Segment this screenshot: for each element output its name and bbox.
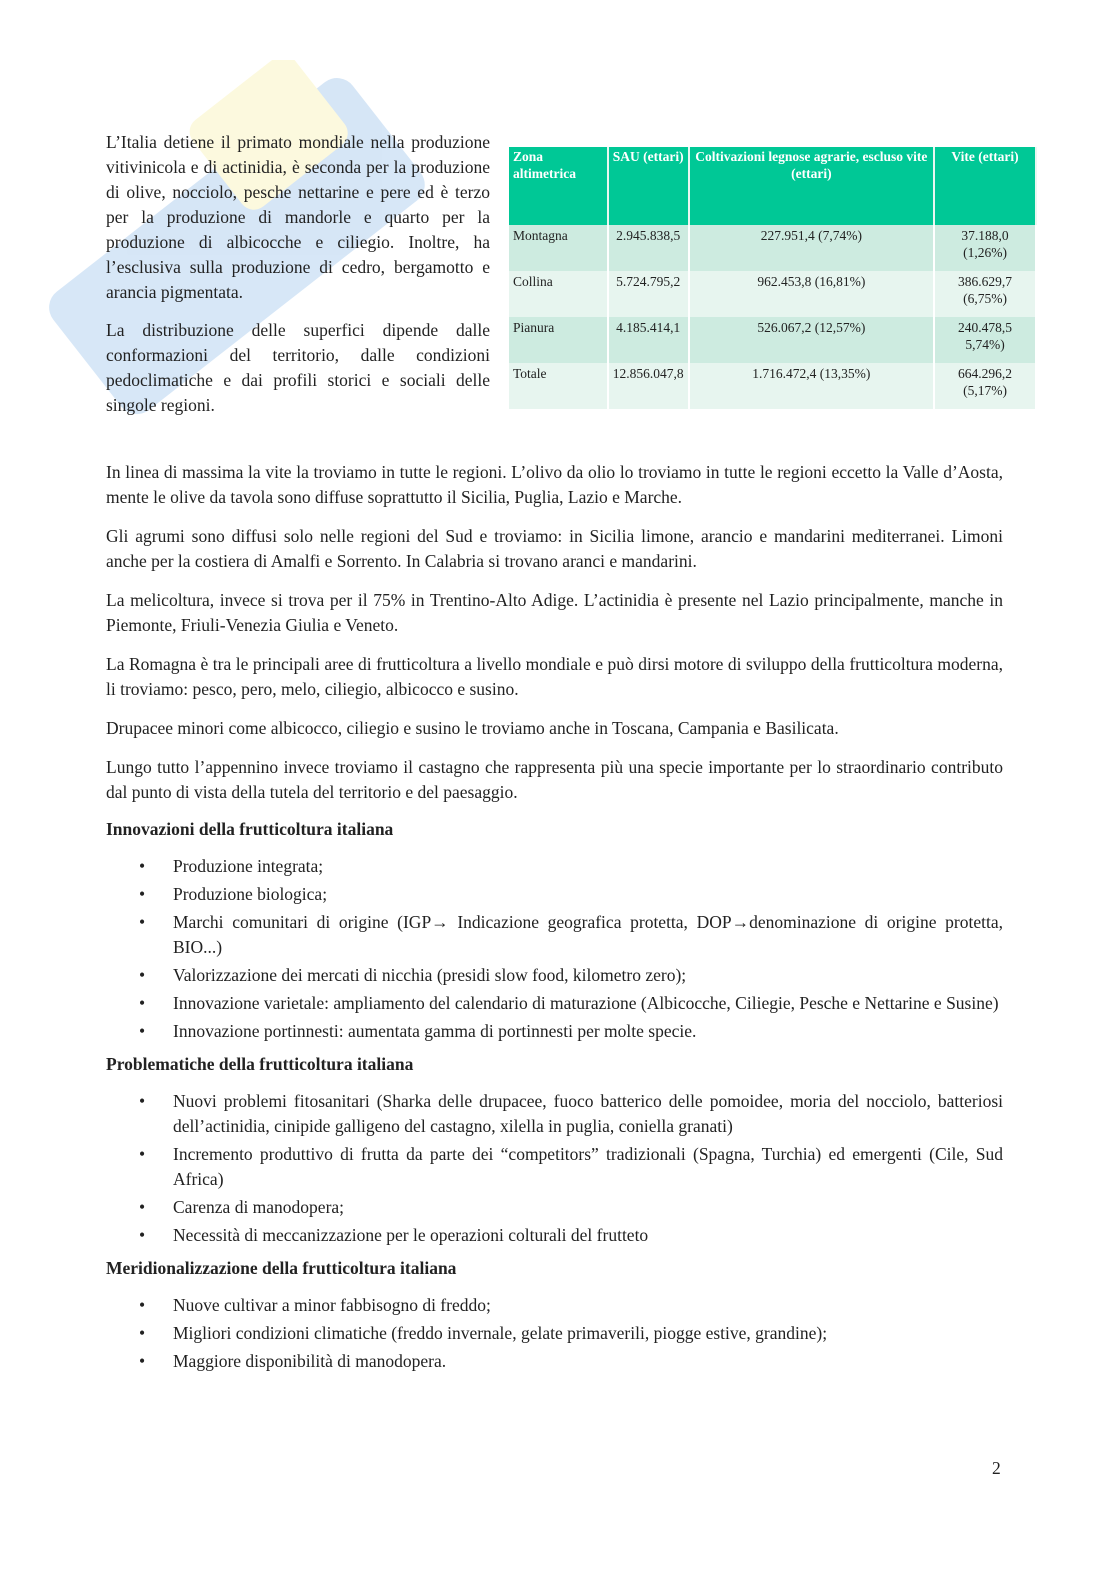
header-zona: Zona altimetrica: [509, 147, 608, 225]
table-cell: 37.188,0 (1,26%): [934, 225, 1036, 271]
paragraph: Lungo tutto l’appennino invece troviamo il castagno che rappresenta più una specie importante per lo straordinario contributo dal punto di vista della tutela del territorio e del paesaggio.: [106, 757, 1003, 802]
intro-paragraph: L’Italia detiene il primato mondiale nella produzione vitivinicola e di actinidia, è seconda per la produzione di olive, nocciolo, pesche nettarine e pere ed è terzo per la produzione di mandorle e quarto per la produzione di albicocche e ciliegio. Inoltre, ha l’esclusiva sulla produzione di cedro, bergamotto e arancia pigmentata.: [106, 132, 490, 302]
page-number: 2: [992, 1458, 1001, 1478]
paragraph: Gli agrumi sono diffusi solo nelle regioni del Sud e troviamo: in Sicilia limone, arancio e mandarini mediterranei. Limoni anche per la costiera di Amalfi e Sorrento. In Calabria si trovano aranci e mandarini.: [106, 526, 1003, 571]
list-item: • Produzione biologica;: [173, 882, 1003, 907]
paragraph: Drupacee minori come albicocco, ciliegio e susino le troviamo anche in Toscana, Campania e Basilicata.: [106, 718, 839, 738]
table-cell: 1.716.472,4 (13,35%): [689, 363, 934, 409]
intro-paragraph: La distribuzione delle superfici dipende dalle conformazioni del territorio, dalle condizioni pedoclimatiche e dai profili storici e sociali delle singole regioni.: [106, 320, 490, 415]
bullet-list: [106, 1293, 1003, 1374]
table-row: [509, 225, 1036, 271]
table-row: [509, 271, 1036, 317]
list-item: • Produzione integrata;: [173, 854, 1003, 879]
list-item: • Nuovi problemi fitosanitari (Sharka delle drupacee, fuoco batterico delle pomoidee, moria del nocciolo, batteriosi dell’actinidia, cinipide galligeno del castagno, xilella in puglia, coniella granati): [173, 1089, 1003, 1139]
list-item: • Marchi comunitari di origine (IGP→ Indicazione geografica protetta, DOP→denominazione di origine protetta, BIO...): [173, 910, 1003, 960]
list-item: • Necessità di meccanizzazione per le operazioni colturali del frutteto: [173, 1223, 1003, 1248]
header-legnose: Coltivazioni legnose agrarie, escluso vite (ettari): [689, 147, 934, 225]
header-vite: Vite (ettari): [934, 147, 1036, 225]
table-cell: 386.629,7 (6,75%): [934, 271, 1036, 317]
bullet-list: [106, 1089, 1003, 1248]
list-item: • Innovazione varietale: ampliamento del calendario di maturazione (Albicocche, Ciliegie, Pesche e Nettarine e Susine): [173, 991, 1003, 1016]
paragraph: In linea di massima la vite la troviamo in tutte le regioni. L’olivo da olio lo troviamo in tutte le regioni eccetto la Valle d’Aosta, mente le olive da tavola sono diffuse soprattutto il Sicilia, Puglia, Lazio e Marche.: [106, 462, 1003, 507]
paragraph: La melicoltura, invece si trova per il 75% in Trentino-Alto Adige. L’actinidia è presente nel Lazio principalmente, manche in Piemonte, Friuli-Venezia Giulia e Veneto.: [106, 590, 1003, 635]
header-sau: SAU (ettari): [608, 147, 689, 225]
table-cell: 664.296,2 (5,17%): [934, 363, 1036, 409]
list-item: • Valorizzazione dei mercati di nicchia (presidi slow food, kilometro zero);: [173, 963, 1003, 988]
paragraph: La Romagna è tra le principali aree di frutticoltura a livello mondiale e può dirsi motore di sviluppo della frutticoltura moderna, li troviamo: pesco, pero, melo, ciliegio, albicocco e susino.: [106, 654, 1003, 699]
table-cell: Totale: [509, 363, 608, 409]
section-heading: Meridionalizzazione della frutticoltura italiana: [106, 1258, 457, 1278]
table-row: [509, 363, 1036, 409]
table-cell: 4.185.414,1: [608, 317, 689, 363]
list-item: • Carenza di manodopera;: [173, 1195, 1003, 1220]
table-cell: 5.724.795,2: [608, 271, 689, 317]
altimetric-zone-table: [509, 147, 1037, 409]
intro-text: [106, 130, 490, 431]
table-cell: Pianura: [509, 317, 608, 363]
list-item: • Migliori condizioni climatiche (freddo invernale, gelate primaverili, piogge estive, grandine);: [173, 1321, 1003, 1346]
section-heading: Problematiche della frutticoltura italiana: [106, 1054, 414, 1074]
table-cell: 227.951,4 (7,74%): [689, 225, 934, 271]
bullet-list: [106, 854, 1003, 1044]
table-cell: 962.453,8 (16,81%): [689, 271, 934, 317]
main-content: [106, 460, 1003, 1384]
table-cell: Collina: [509, 271, 608, 317]
table-cell: 2.945.838,5: [608, 225, 689, 271]
table-cell: 12.856.047,8: [608, 363, 689, 409]
table-header-row: [509, 147, 1036, 225]
table-cell: Montagna: [509, 225, 608, 271]
list-item: • Nuove cultivar a minor fabbisogno di freddo;: [173, 1293, 1003, 1318]
list-item: • Maggiore disponibilità di manodopera.: [173, 1349, 1003, 1374]
table-cell: 526.067,2 (12,57%): [689, 317, 934, 363]
list-item: • Innovazione portinnesti: aumentata gamma di portinnesti per molte specie.: [173, 1019, 1003, 1044]
table-row: [509, 317, 1036, 363]
list-item: • Incremento produttivo di frutta da parte dei “competitors” tradizionali (Spagna, Turchia) ed emergenti (Cile, Sud Africa): [173, 1142, 1003, 1192]
section-heading: Innovazioni della frutticoltura italiana: [106, 819, 394, 839]
table-cell: 240.478,5 5,74%): [934, 317, 1036, 363]
